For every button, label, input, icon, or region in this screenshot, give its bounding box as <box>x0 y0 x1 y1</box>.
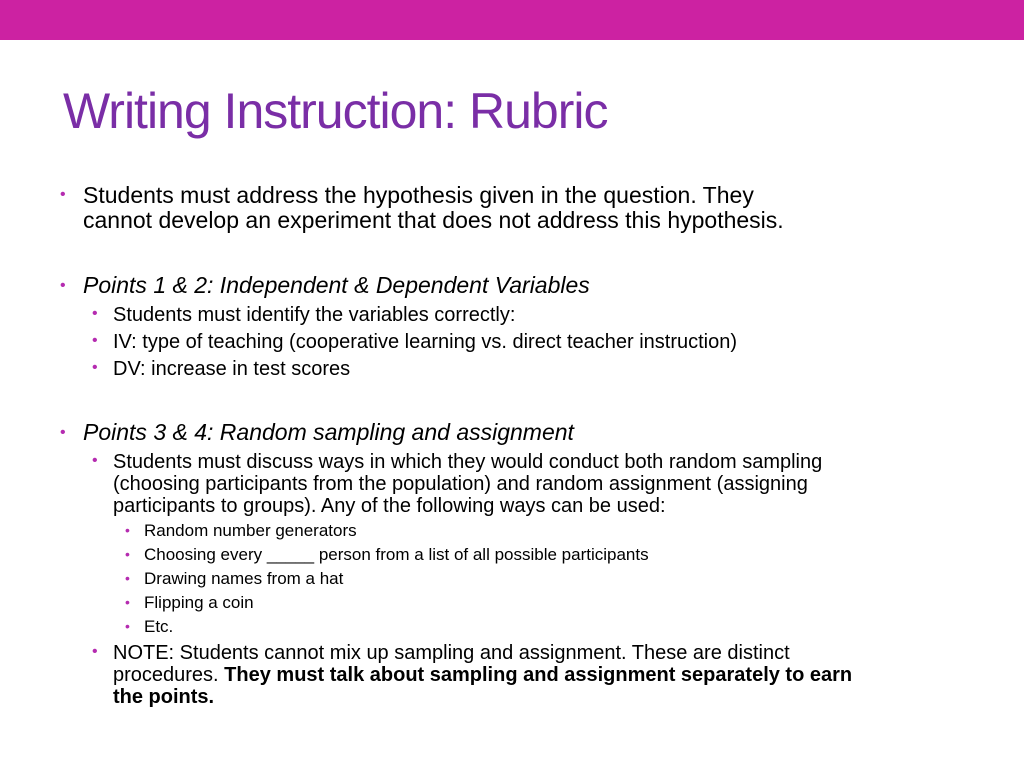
note-line1: NOTE: Students cannot mix up sampling and assignment. These are distinct <box>113 642 790 664</box>
p3-sub1-line2: (choosing participants from the population) and random assignment (assigning <box>113 473 808 495</box>
bullet-marker: • <box>125 570 130 586</box>
top-accent-bar <box>0 0 1024 40</box>
p3-subsub5: Etc. <box>144 617 174 636</box>
bullet-marker: • <box>92 332 98 349</box>
p3-subsub3: Drawing names from a hat <box>144 569 344 588</box>
bullet-marker: • <box>125 546 130 562</box>
p3-heading: Points 3 & 4: Random sampling and assignment <box>83 419 574 445</box>
slide-title: Writing Instruction: Rubric <box>63 83 608 139</box>
p2-heading: Points 1 & 2: Independent & Dependent Variables <box>83 272 590 298</box>
p3-subsub2: Choosing every _____ person from a list of all possible participants <box>144 545 649 564</box>
bullet-marker: • <box>92 359 98 376</box>
note-line3: the points. <box>113 686 215 708</box>
p3-sub1-line1: Students must discuss ways in which they would conduct both random sampling <box>113 451 823 473</box>
p1-line2: cannot develop an experiment that does not address this hypothesis. <box>83 207 784 233</box>
bullet-marker: • <box>125 618 130 634</box>
p3-sub1-line3: participants to groups). Any of the following ways can be used: <box>113 495 666 517</box>
p3-subsub1: Random number generators <box>144 521 357 540</box>
bullet-marker: • <box>92 452 98 469</box>
p3-subsub4: Flipping a coin <box>144 593 254 612</box>
note-line2 <box>113 665 852 686</box>
note-line2-bold: They must talk about sampling and assignment separately to earn <box>224 664 853 686</box>
p1-line1: Students must address the hypothesis given in the question. They <box>83 182 754 208</box>
p2-sub1: Students must identify the variables correctly: <box>113 304 516 326</box>
note-line2-plain: procedures. <box>113 664 225 686</box>
bullet-marker: • <box>60 424 66 441</box>
bullet-marker: • <box>92 643 98 660</box>
bullet-marker: • <box>125 522 130 538</box>
bullet-marker: • <box>92 305 98 322</box>
p2-sub3: DV: increase in test scores <box>113 358 351 380</box>
bullet-marker: • <box>125 594 130 610</box>
bullet-marker: • <box>60 186 66 203</box>
bullet-marker: • <box>60 277 66 294</box>
p2-sub2: IV: type of teaching (cooperative learning vs. direct teacher instruction) <box>113 331 738 353</box>
